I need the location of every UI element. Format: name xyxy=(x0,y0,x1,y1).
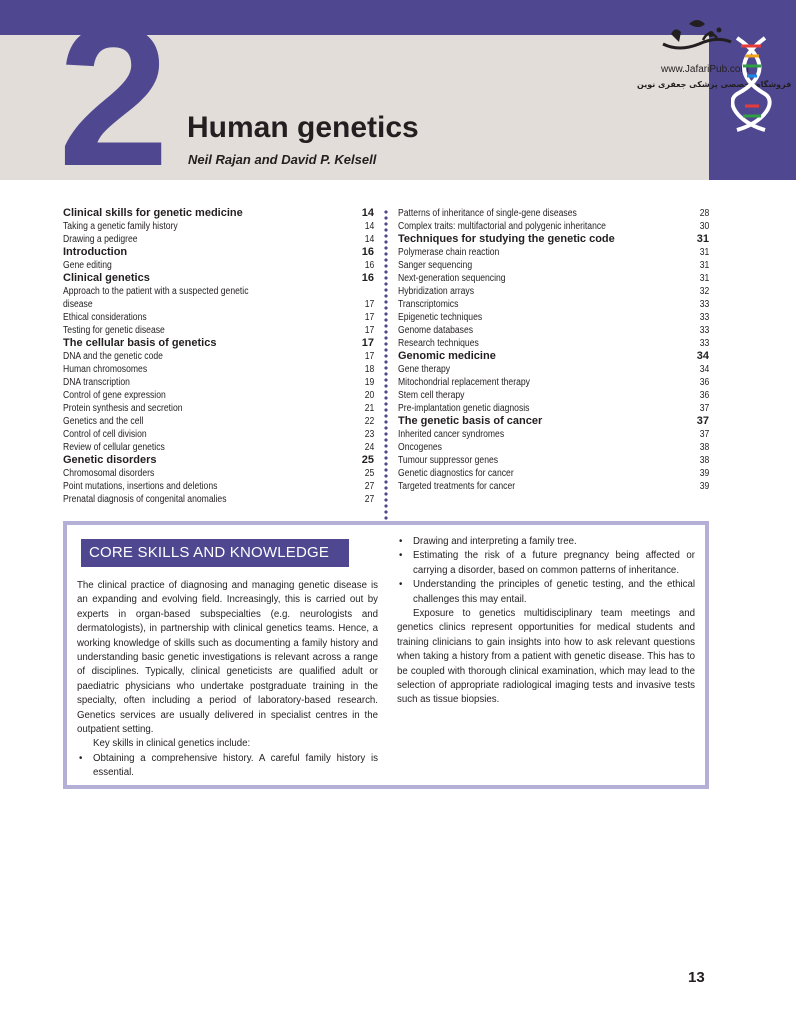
toc-entry xyxy=(63,350,374,363)
toc-entry xyxy=(63,441,374,454)
toc-section-entry xyxy=(63,207,374,220)
toc-entry-title: Transcriptomics xyxy=(398,299,459,310)
toc-section-entry xyxy=(398,415,709,428)
toc-entry-page: 32 xyxy=(699,286,710,297)
toc-entry xyxy=(398,428,709,441)
toc-entry-title: Polymerase chain reaction xyxy=(398,247,500,258)
toc-entry-page: 34 xyxy=(699,364,710,375)
toc-entry-page: 27 xyxy=(364,494,375,505)
toc-entry xyxy=(63,363,374,376)
toc-section-entry xyxy=(398,350,709,363)
toc-entry-page: 14 xyxy=(364,221,375,232)
toc-entry-title: Targeted treatments for cancer xyxy=(398,481,516,492)
toc-entry xyxy=(398,454,709,467)
toc-entry xyxy=(63,493,374,506)
core-bullets-right xyxy=(397,535,695,607)
toc-entry-title: Prenatal diagnosis of congenital anomalies xyxy=(63,494,227,505)
toc-entry-title: Introduction xyxy=(63,246,128,258)
core-bullet-item: • Understanding the principles of genetic testing, and the ethical challenges this may entail. xyxy=(397,578,695,607)
core-skills-title: CORE SKILLS AND KNOWLEDGE xyxy=(81,539,349,567)
core-bullet-item: • Obtaining a comprehensive history. A careful family history is essential. xyxy=(77,752,378,781)
toc-entry-title: Review of cellular genetics xyxy=(63,442,165,453)
toc-entry xyxy=(63,467,374,480)
toc-entry-page: 23 xyxy=(364,429,375,440)
toc-entry xyxy=(398,363,709,376)
toc-section-entry xyxy=(63,272,374,285)
toc-entry-title: Patterns of inheritance of single-gene diseases xyxy=(398,208,577,219)
chapter-authors: Neil Rajan and David P. Kelsell xyxy=(188,152,377,167)
toc-entry-title: Control of gene expression xyxy=(63,390,166,401)
toc-entry xyxy=(398,285,709,298)
toc-entry xyxy=(63,480,374,493)
toc-dotted-divider xyxy=(384,209,388,521)
toc-entry-title: Approach to the patient with a suspected genetic xyxy=(63,286,249,297)
core-intro-paragraph: The clinical practice of diagnosing and managing genetic disease is an expanding and evolving field. Increasingly, this is carried out by experts in organ-based subspecialties (e.g. neurologists and dermatologists), in partnership with clinical genetics teams. Hence, a working knowledge of skills such as documenting a family history and understanding basic genetic investigations is relevant across a range of disciplines. Typically, clinical geneticists are qualified adult or paediatric physicians who undertake postgraduate training in the specialty, often including a period of laboratory-based research. Genetics services are usually delivered in specialist centres in the outpatient setting. xyxy=(77,580,378,736)
toc-entry xyxy=(63,389,374,402)
toc-entry-title: Hybridization arrays xyxy=(398,286,475,297)
toc-entry-title: Ethical considerations xyxy=(63,312,147,323)
toc-entry-page: 33 xyxy=(699,299,710,310)
toc-entry-title: Research techniques xyxy=(398,338,479,349)
toc-entry-title: Mitochondrial replacement therapy xyxy=(398,377,530,388)
toc-entry-title: Testing for genetic disease xyxy=(63,325,165,336)
toc-entry-page: 16 xyxy=(364,260,375,271)
toc-entry xyxy=(63,259,374,272)
toc-entry-page: 18 xyxy=(364,364,375,375)
toc-entry-page: 20 xyxy=(364,390,375,401)
toc-entry-title: The genetic basis of cancer xyxy=(398,415,543,427)
toc-entry xyxy=(398,207,709,220)
toc-entry xyxy=(398,480,709,493)
toc-entry-page: 33 xyxy=(699,325,710,336)
toc-entry-page: 21 xyxy=(364,403,375,414)
toc-entry-page: 17 xyxy=(364,312,375,323)
toc-entry xyxy=(63,402,374,415)
toc-entry-page: 33 xyxy=(699,312,710,323)
toc-entry xyxy=(398,259,709,272)
toc-entry-title: disease xyxy=(63,299,93,310)
toc-entry-page: 25 xyxy=(364,468,375,479)
toc-entry-page: 17 xyxy=(364,325,375,336)
toc-entry-page: 39 xyxy=(699,481,710,492)
toc-entry-page: 37 xyxy=(696,415,709,427)
toc-entry-page: 36 xyxy=(699,390,710,401)
toc-entry-title: Next-generation sequencing xyxy=(398,273,506,284)
core-bullet-item: • Drawing and interpreting a family tree. xyxy=(397,535,695,549)
core-key-skills-lead: Key skills in clinical genetics include: xyxy=(93,738,251,750)
toc-entry-title: Oncogenes xyxy=(398,442,442,453)
toc-entry xyxy=(398,272,709,285)
toc-entry xyxy=(63,298,374,311)
table-of-contents-left xyxy=(63,207,374,506)
toc-entry-page: 24 xyxy=(364,442,375,453)
toc-entry-page: 38 xyxy=(699,442,710,453)
toc-entry-title: Human chromosomes xyxy=(63,364,148,375)
toc-entry-title: Techniques for studying the genetic code xyxy=(398,233,615,245)
toc-entry-title: Chromosomal disorders xyxy=(63,468,155,479)
toc-entry-page: 37 xyxy=(699,429,710,440)
toc-entry-title: Genetic diagnostics for cancer xyxy=(398,468,514,479)
toc-entry-page: 38 xyxy=(699,455,710,466)
page-number: 13 xyxy=(688,969,705,986)
toc-entry-title: Protein synthesis and secretion xyxy=(63,403,183,414)
toc-entry-title: Taking a genetic family history xyxy=(63,221,178,232)
toc-entry xyxy=(398,337,709,350)
toc-entry-page: 27 xyxy=(364,481,375,492)
toc-section-entry xyxy=(63,337,374,350)
publisher-logo-mark-icon xyxy=(659,14,735,56)
toc-entry xyxy=(398,376,709,389)
core-closing-paragraph: Exposure to genetics multidisciplinary team meetings and genetics clinics represent opportunities for medical students and training clinicians to gain insights into how to ask relevant questions when taking a history from a patient with genetic disease. This has to be coupled with thorough clinical examination, which may lead to the selection of appropriate radiological imaging tests and invasive tests such as tissue biopsies. xyxy=(397,608,695,706)
dna-helix-icon xyxy=(731,36,773,132)
toc-entry-title: Genetics and the cell xyxy=(63,416,144,427)
core-bullets-left xyxy=(77,752,378,781)
toc-entry-title: Sanger sequencing xyxy=(398,260,473,271)
toc-entry-title: Clinical skills for genetic medicine xyxy=(63,207,243,219)
chapter-title: Human genetics xyxy=(187,111,419,144)
toc-entry-page: 39 xyxy=(699,468,710,479)
toc-entry-title: Genetic disorders xyxy=(63,454,157,466)
toc-entry-title: Clinical genetics xyxy=(63,272,150,284)
toc-entry-page: 16 xyxy=(361,246,374,258)
core-skills-left-column xyxy=(77,579,378,781)
toc-entry-page: 28 xyxy=(699,208,710,219)
toc-entry-page: 14 xyxy=(361,207,374,219)
toc-entry-title: Gene therapy xyxy=(398,364,451,375)
toc-entry xyxy=(63,311,374,324)
toc-entry-title: Control of cell division xyxy=(63,429,147,440)
toc-entry-page: 17 xyxy=(361,337,374,349)
toc-entry xyxy=(63,233,374,246)
toc-entry-page: 22 xyxy=(364,416,375,427)
toc-entry-page: 17 xyxy=(364,351,375,362)
toc-entry xyxy=(63,324,374,337)
toc-entry-title: DNA and the genetic code xyxy=(63,351,163,362)
toc-entry-page: 17 xyxy=(364,299,375,310)
toc-entry-title: Stem cell therapy xyxy=(398,390,465,401)
publisher-tagline: فروشگاه تخصصی پزشکی جعفری نوین xyxy=(637,80,792,89)
toc-entry-title: Point mutations, insertions and deletions xyxy=(63,481,218,492)
toc-section-entry xyxy=(63,246,374,259)
toc-entry-page: 31 xyxy=(699,273,710,284)
publisher-logo xyxy=(637,14,792,132)
toc-entry xyxy=(398,389,709,402)
toc-entry-page: 31 xyxy=(699,247,710,258)
toc-entry-page: 16 xyxy=(361,272,374,284)
toc-entry-title: Pre-implantation genetic diagnosis xyxy=(398,403,530,414)
toc-entry xyxy=(398,402,709,415)
toc-entry-title: Epigenetic techniques xyxy=(398,312,483,323)
toc-entry-page: 31 xyxy=(699,260,710,271)
publisher-url: www.JafariPub.com xyxy=(661,64,749,75)
toc-entry-page: 31 xyxy=(696,233,709,245)
toc-entry-title: Gene editing xyxy=(63,260,112,271)
toc-section-entry xyxy=(63,454,374,467)
toc-entry xyxy=(398,220,709,233)
chapter-number: 2 xyxy=(58,0,164,208)
toc-entry-title: Genome databases xyxy=(398,325,474,336)
toc-entry-page: 19 xyxy=(364,377,375,388)
toc-entry-page: 34 xyxy=(696,350,709,362)
core-skills-box xyxy=(63,521,709,789)
toc-section-entry xyxy=(398,233,709,246)
toc-entry-title: Tumour suppressor genes xyxy=(398,455,499,466)
toc-entry xyxy=(63,285,374,298)
toc-entry-page: 36 xyxy=(699,377,710,388)
toc-entry xyxy=(63,376,374,389)
toc-entry-page: 14 xyxy=(364,234,375,245)
toc-entry-page: 30 xyxy=(699,221,710,232)
toc-entry-title: Inherited cancer syndromes xyxy=(398,429,505,440)
toc-entry-page: 37 xyxy=(699,403,710,414)
toc-entry xyxy=(63,220,374,233)
toc-entry xyxy=(63,415,374,428)
toc-entry xyxy=(398,298,709,311)
toc-entry-title: The cellular basis of genetics xyxy=(63,337,217,349)
toc-entry-title: Complex traits: multifactorial and polygenic inheritance xyxy=(398,221,606,232)
table-of-contents-right xyxy=(398,207,709,493)
core-bullet-item: • Estimating the risk of a future pregnancy being affected or carrying a disorder, based on common patterns of inheritance. xyxy=(397,549,695,578)
toc-entry xyxy=(398,246,709,259)
toc-entry-title: Genomic medicine xyxy=(398,350,496,362)
toc-entry-page: 25 xyxy=(361,454,374,466)
toc-entry-title: DNA transcription xyxy=(63,377,130,388)
toc-entry-title: Drawing a pedigree xyxy=(63,234,138,245)
toc-entry xyxy=(63,428,374,441)
toc-entry xyxy=(398,441,709,454)
toc-entry xyxy=(398,467,709,480)
toc-entry xyxy=(398,324,709,337)
core-skills-right-column xyxy=(397,535,695,708)
toc-entry xyxy=(398,311,709,324)
toc-entry-page: 33 xyxy=(699,338,710,349)
